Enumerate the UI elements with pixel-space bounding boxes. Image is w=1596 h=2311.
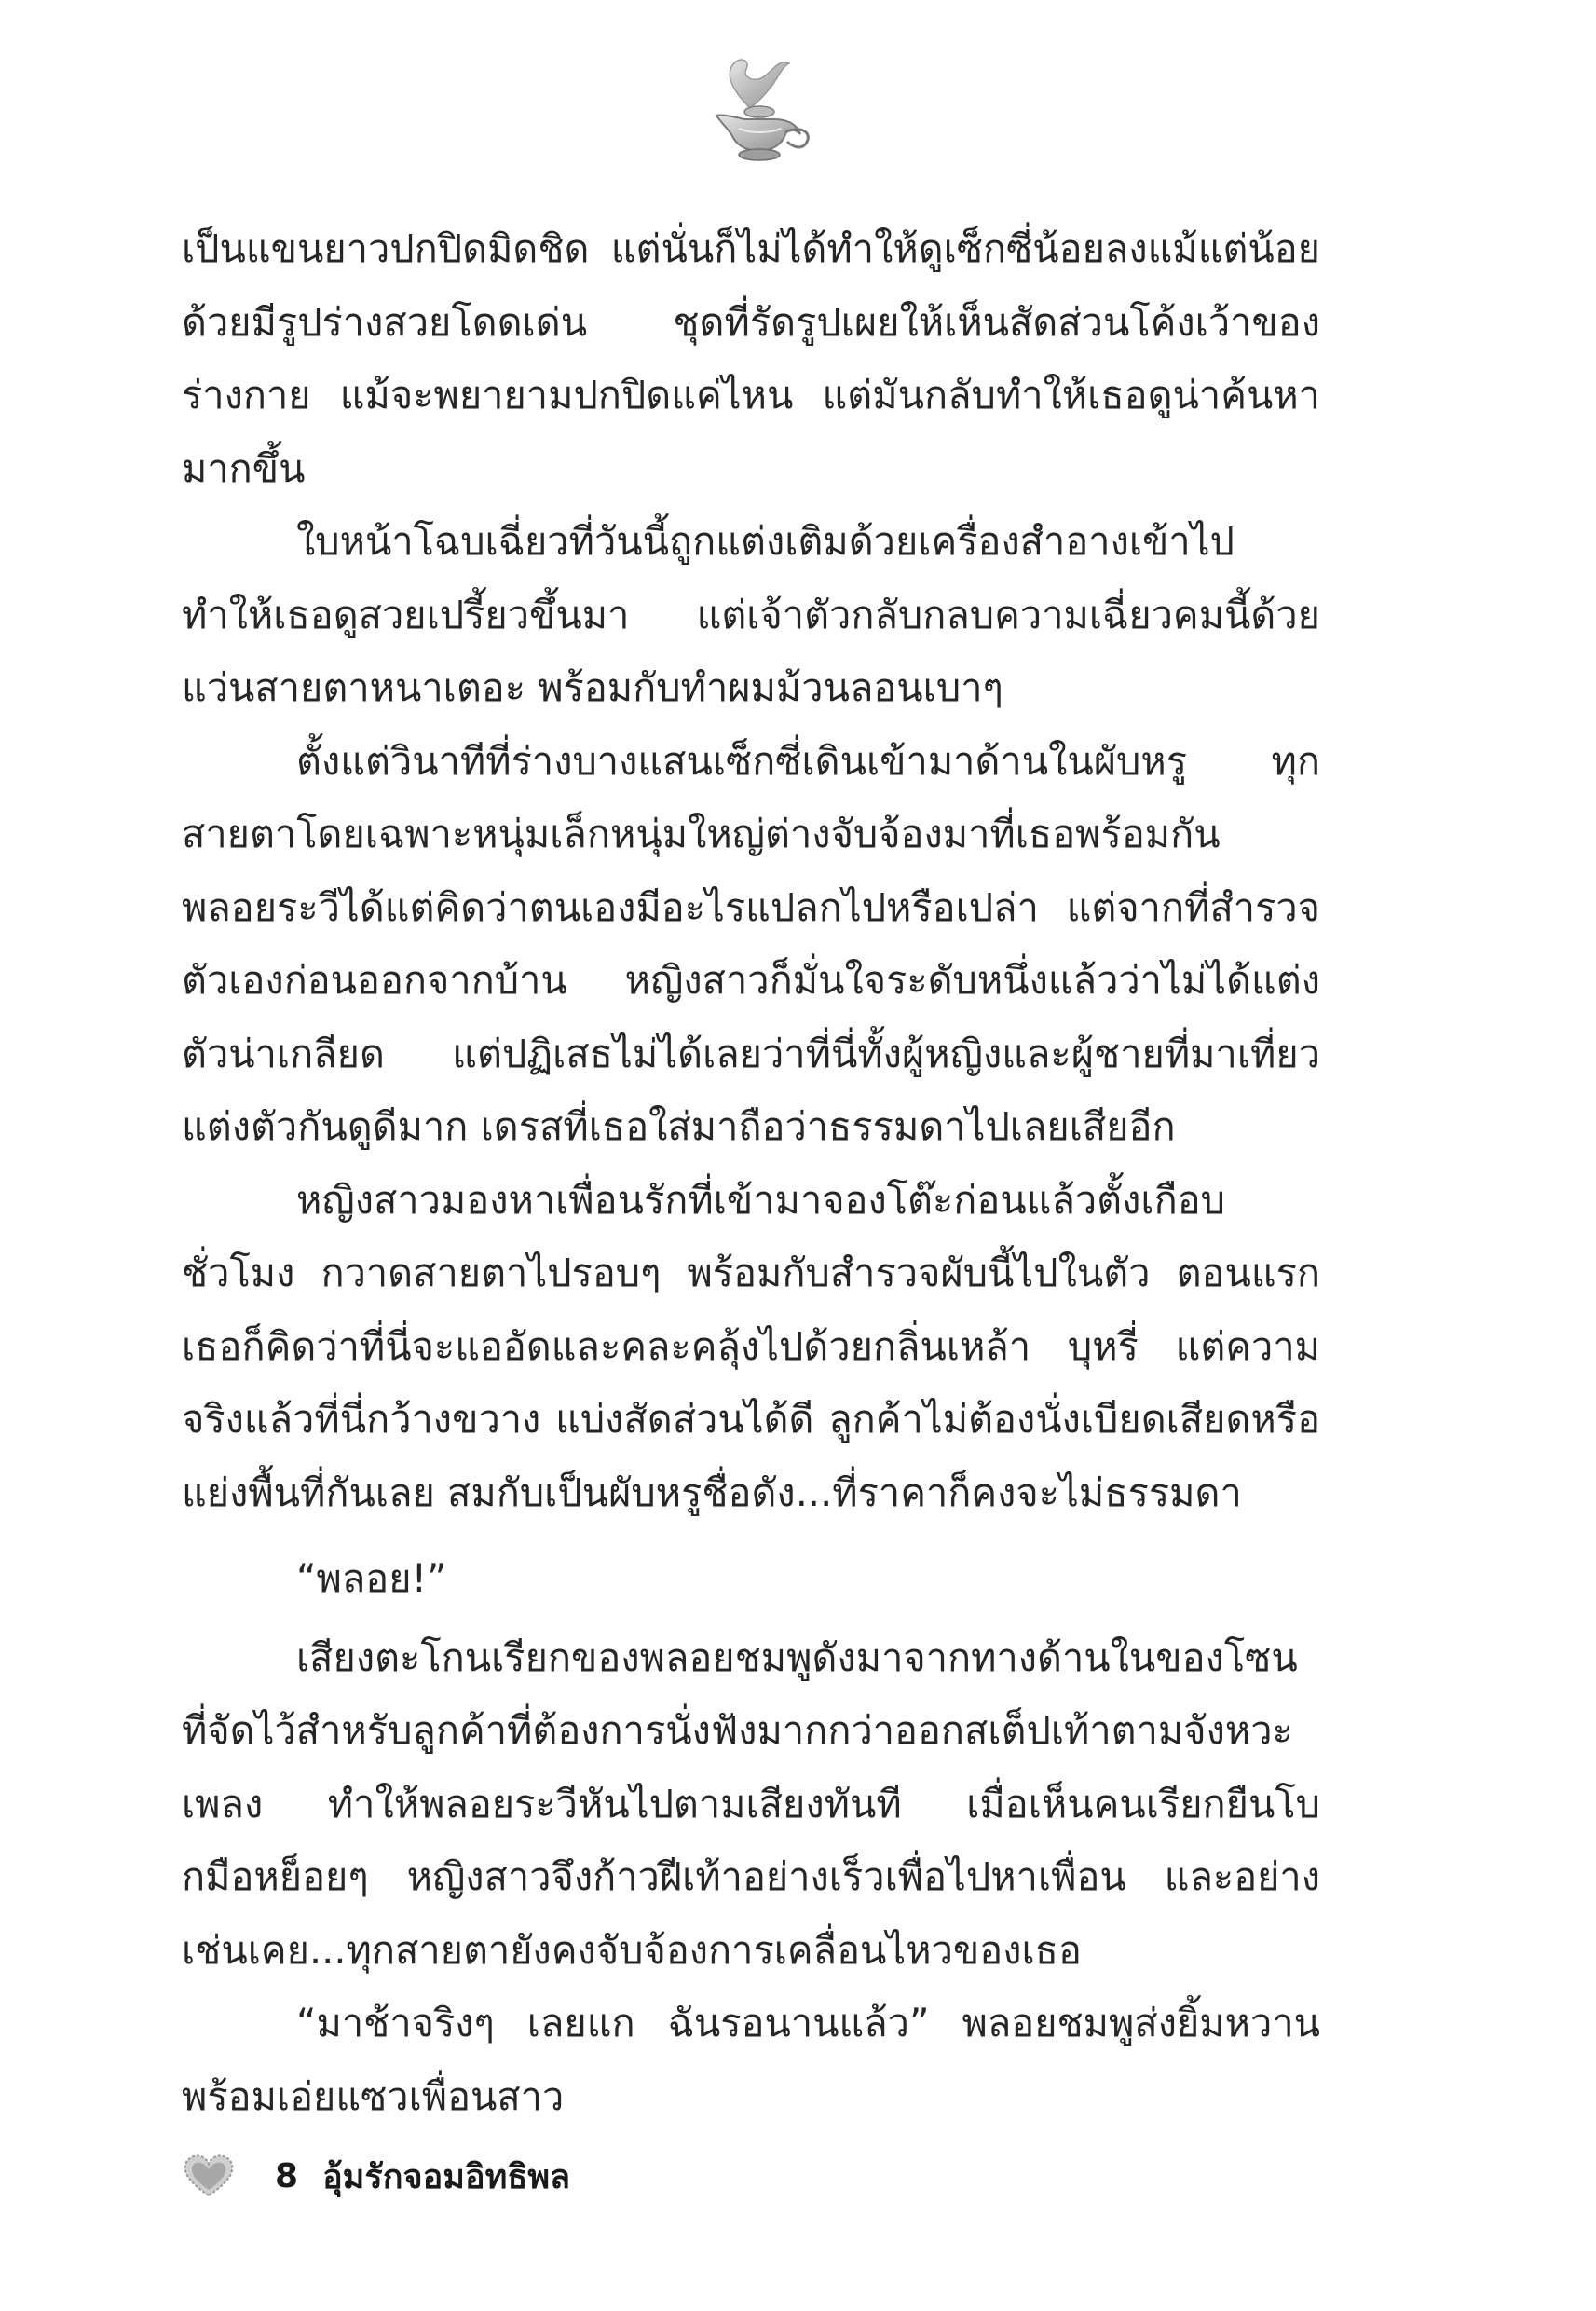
page-number: 8: [275, 2156, 299, 2195]
book-title: อุ้มรักจอมอิทธิพล: [322, 2157, 571, 2196]
paragraph-5: “พลอย!”: [296, 1555, 447, 1601]
paragraph-1: เป็นแขนยาวปกปิดมิดชิด แต่นั่นก็ไม่ได้ทำให้ดูเซ็กซี่น้อยลงแม้แต่น้อย ด้วยมีรูปร่างสวยโดดเด่น ชุดที่รัดรูปเผยให้เห็นสัดส่วนโค้งเว้าของร่างกาย แม้จะพยายามปกปิดแค่ไหน แต่มันกลับทำให้เธอดูน่าค้นหามากขึ้น: [182, 226, 1320, 491]
page-footer: [182, 2148, 570, 2204]
paragraph-2: ใบหน้าโฉบเฉี่ยวที่วันนี้ถูกแต่งเติมด้วยเครื่องสำอางเข้าไปทำให้เธอดูสวยเปรี้ยวขึ้นมา แต่เจ้าตัวกลับกลบความเฉี่ยวคมนี้ด้วยแว่นสายตาหนาเตอะ พร้อมกับทำผมม้วนลอนเบาๆ: [182, 518, 1320, 710]
paragraph-4: หญิงสาวมองหาเพื่อนรักที่เข้ามาจองโต๊ะก่อนแล้วตั้งเกือบชั่วโมง กวาดสายตาไปรอบๆ พร้อมกับสำรวจผับนี้ไปในตัว ตอนแรกเธอก็คิดว่าที่นี่จะแออัดและคละคลุ้งไปด้วยกลิ่นเหล้า บุหรี่ แต่ความจริงแล้วที่นี่กว้างขวาง แบ่งสัดส่วนได้ดี ลูกค้าไม่ต้องนั่งเบียดเสียดหรือแย่งพื้นที่กันเลย สมกับเป็นผับหรูชื่อดัง...ที่ราคาก็คงจะไม่ธรรมดา: [182, 1176, 1320, 1515]
paragraph-7: “มาช้าจริงๆ เลยแก ฉันรอนานแล้ว” พลอยชมพูส่งยิ้มหวานพร้อมเอ่ยแซวเพื่อนสาว: [182, 2000, 1320, 2119]
paragraph-6: เสียงตะโกนเรียกของพลอยชมพูดังมาจากทางด้านในของโซนที่จัดไว้สำหรับลูกค้าที่ต้องการนั่งฟังมากกว่าออกสเต็ปเท้าตามจังหวะเพลง ทำให้พลอยระวีหันไปตามเสียงทันที เมื่อเห็นคนเรียกยืนโบกมือหย็อยๆ หญิงสาวจึงก้าวฝีเท้าอย่างเร็วเพื่อไปหาเพื่อน และอย่างเช่นเคย...ทุกสายตายังคงจับจ้องการเคลื่อนไหวของเธอ: [182, 1634, 1320, 1973]
heart-icon: [182, 2153, 236, 2199]
paragraph-3: ตั้งแต่วินาทีที่ร่างบางแสนเซ็กซี่เดินเข้ามาด้านในผับหรู ทุกสายตาโดยเฉพาะหนุ่มเล็กหนุ่มใหญ่ต่างจับจ้องมาที่เธอพร้อมกัน พลอยระวีได้แต่คิดว่าตนเองมีอะไรแปลกไปหรือเปล่า แต่จากที่สำรวจตัวเองก่อนออกจากบ้าน หญิงสาวก็มั่นใจระดับหนึ่งแล้วว่าไม่ได้แต่งตัวน่าเกลียด แต่ปฏิเสธไม่ได้เลยว่าที่นี่ทั้งผู้หญิงและผู้ชายที่มาเที่ยวแต่งตัวกันดูดีมาก เดรสที่เธอใส่มาถือว่าธรรมดาไปเลยเสียอีก: [182, 737, 1320, 1149]
genie-lamp-icon: [685, 54, 825, 166]
page-body: [182, 212, 1320, 2133]
